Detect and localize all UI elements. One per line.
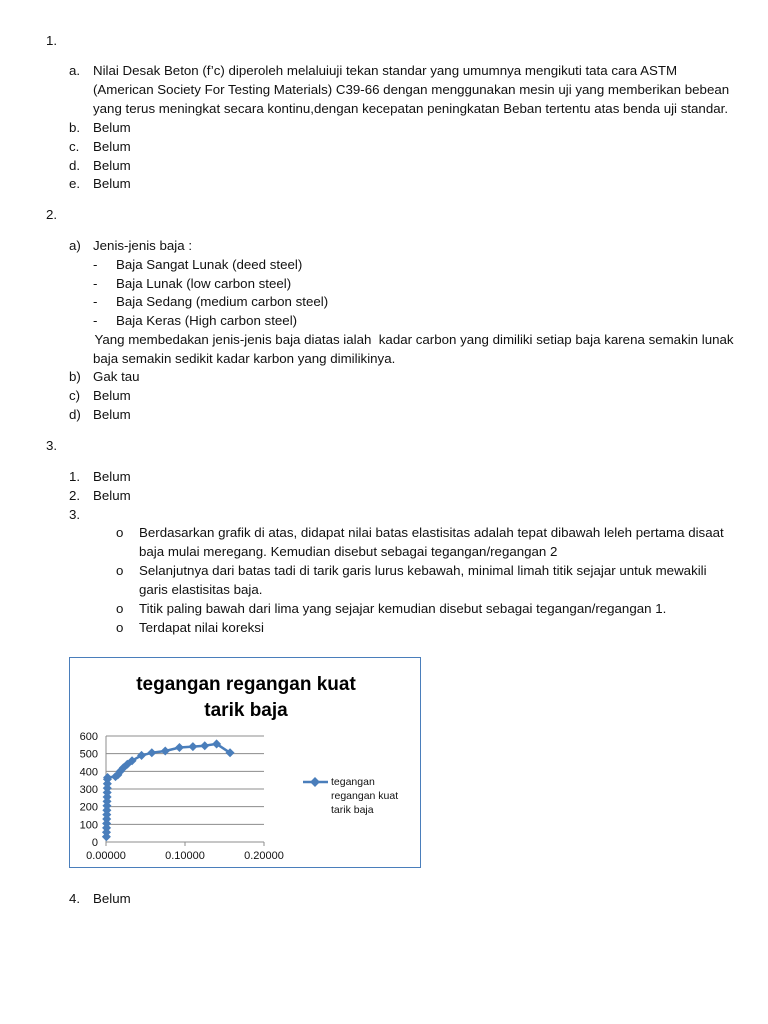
- q2-item-d-text: Belum: [93, 407, 131, 422]
- q1-item-d-marker: d.: [69, 158, 81, 173]
- data-point-marker: [175, 743, 184, 752]
- bullet-1-line-2: baja mulai meregang. Kemudian disebut sebagai tegangan/regangan 2: [139, 544, 558, 559]
- bullet-marker: o: [116, 601, 124, 616]
- bullet-marker: o: [116, 620, 124, 635]
- steel-type-dash: -: [93, 313, 98, 328]
- y-tick-label: 400: [79, 766, 98, 779]
- q3-item-2-text: Belum: [93, 488, 131, 503]
- steel-type-dash: -: [93, 257, 98, 272]
- q3-item-2-marker: 2.: [69, 488, 81, 503]
- x-tick-label: 0.10000: [165, 850, 205, 862]
- q1-item-a-line-3: yang terus meningkat secara kontinu,dengan kecepatan peningkatan Beban tertentu atas benda uji standar.: [93, 101, 729, 116]
- steel-type-1: Baja Sangat Lunak (deed steel): [116, 257, 303, 272]
- legend-marker-swatch: [310, 777, 320, 787]
- q2-item-d-marker: d): [69, 407, 81, 422]
- q3-item-1-text: Belum: [93, 469, 131, 484]
- data-point-marker: [200, 741, 209, 750]
- y-tick-label: 0: [91, 837, 98, 849]
- q1-item-a-line-2: (American Society For Testing Materials) C39-66 dengan menggunakan mesin uji yang memberikan bebean: [93, 82, 730, 97]
- bullet-marker: o: [116, 525, 124, 540]
- q2-item-b-text: Gak tau: [93, 369, 140, 384]
- q4-marker: 4.: [69, 891, 81, 906]
- bullet-1-line-1: Berdasarkan grafik di atas, didapat nilai batas elastisitas adalah tepat dibawah leleh pertama disaat: [139, 525, 724, 540]
- x-tick-label: 0.20000: [244, 850, 284, 862]
- data-point-marker: [147, 748, 156, 757]
- stress-strain-chart: [69, 657, 421, 868]
- q1-item-a-marker: a.: [69, 63, 81, 78]
- y-tick-label: 500: [79, 748, 98, 761]
- q1-item-a-line-1: Nilai Desak Beton (f’c) diperoleh melaluiuji tekan standar yang umumnya mengikuti tata cara ASTM: [93, 63, 678, 78]
- q4-text: Belum: [93, 891, 131, 906]
- chart-title-line-1: tegangan regangan kuat: [136, 674, 356, 695]
- question-1-number: 1.: [46, 33, 58, 48]
- data-point-marker: [188, 742, 197, 751]
- q1-item-e-text: Belum: [93, 176, 131, 191]
- q3-item-1-marker: 1.: [69, 469, 81, 484]
- legend-label-line-3: tarik baja: [331, 804, 374, 816]
- y-tick-label: 600: [79, 731, 98, 743]
- q2-item-c-text: Belum: [93, 388, 131, 403]
- chart-legend: [303, 776, 398, 816]
- bullet-3-line-1: Titik paling bawah dari lima yang sejajar kemudian disebut sebagai tegangan/regangan 1.: [139, 601, 667, 616]
- bullet-2-line-1: Selanjutnya dari batas tadi di tarik garis lurus kebawah, minimal limah titik sejajar untuk mewakili: [139, 563, 707, 578]
- steel-type-dash: -: [93, 276, 98, 291]
- q2-explanation-line-1: Yang membedakan jenis-jenis baja diatas ialah kadar carbon yang dimiliki setiap baja karena semakin lunak: [91, 332, 734, 347]
- chart-series: [102, 739, 235, 841]
- question-3-number: 3.: [46, 438, 58, 453]
- y-tick-label: 100: [79, 819, 98, 832]
- chart-title-line-2: tarik baja: [204, 700, 288, 721]
- q3-item-3-marker: 3.: [69, 507, 81, 522]
- q1-item-e-marker: e.: [69, 176, 81, 191]
- chart-gridlines: [106, 736, 264, 842]
- y-tick-label: 300: [79, 784, 98, 796]
- q1-item-b-marker: b.: [69, 120, 81, 135]
- steel-type-4: Baja Keras (High carbon steel): [116, 313, 298, 328]
- bullet-2-line-2: garis elastisitas baja.: [139, 582, 263, 597]
- q2-explanation-line-2: baja semakin sedikit kadar karbon yang dimilikinya.: [93, 351, 396, 366]
- bullet-marker: o: [116, 563, 124, 578]
- steel-type-2: Baja Lunak (low carbon steel): [116, 276, 292, 291]
- series-line: [106, 744, 230, 837]
- q1-item-c-text: Belum: [93, 139, 131, 154]
- data-point-marker: [137, 751, 146, 760]
- q2-item-a-title: Jenis-jenis baja :: [93, 238, 193, 253]
- q1-item-c-marker: c.: [69, 139, 80, 154]
- steel-type-dash: -: [93, 294, 98, 309]
- y-tick-label: 200: [79, 801, 98, 814]
- q2-item-c-marker: c): [69, 388, 81, 403]
- data-point-marker: [161, 746, 170, 755]
- q2-item-b-marker: b): [69, 369, 81, 384]
- question-2-number: 2.: [46, 207, 58, 222]
- x-tick-label: 0.00000: [86, 850, 126, 862]
- q2-item-a-marker: a): [69, 238, 81, 253]
- q1-item-b-text: Belum: [93, 120, 131, 135]
- q1-item-d-text: Belum: [93, 158, 131, 173]
- bullet-4-line-1: Terdapat nilai koreksi: [139, 620, 264, 635]
- chart-svg: [70, 658, 420, 867]
- legend-label-line-2: regangan kuat: [331, 790, 399, 802]
- legend-label-line-1: tegangan: [331, 776, 375, 788]
- steel-type-3: Baja Sedang (medium carbon steel): [116, 294, 329, 309]
